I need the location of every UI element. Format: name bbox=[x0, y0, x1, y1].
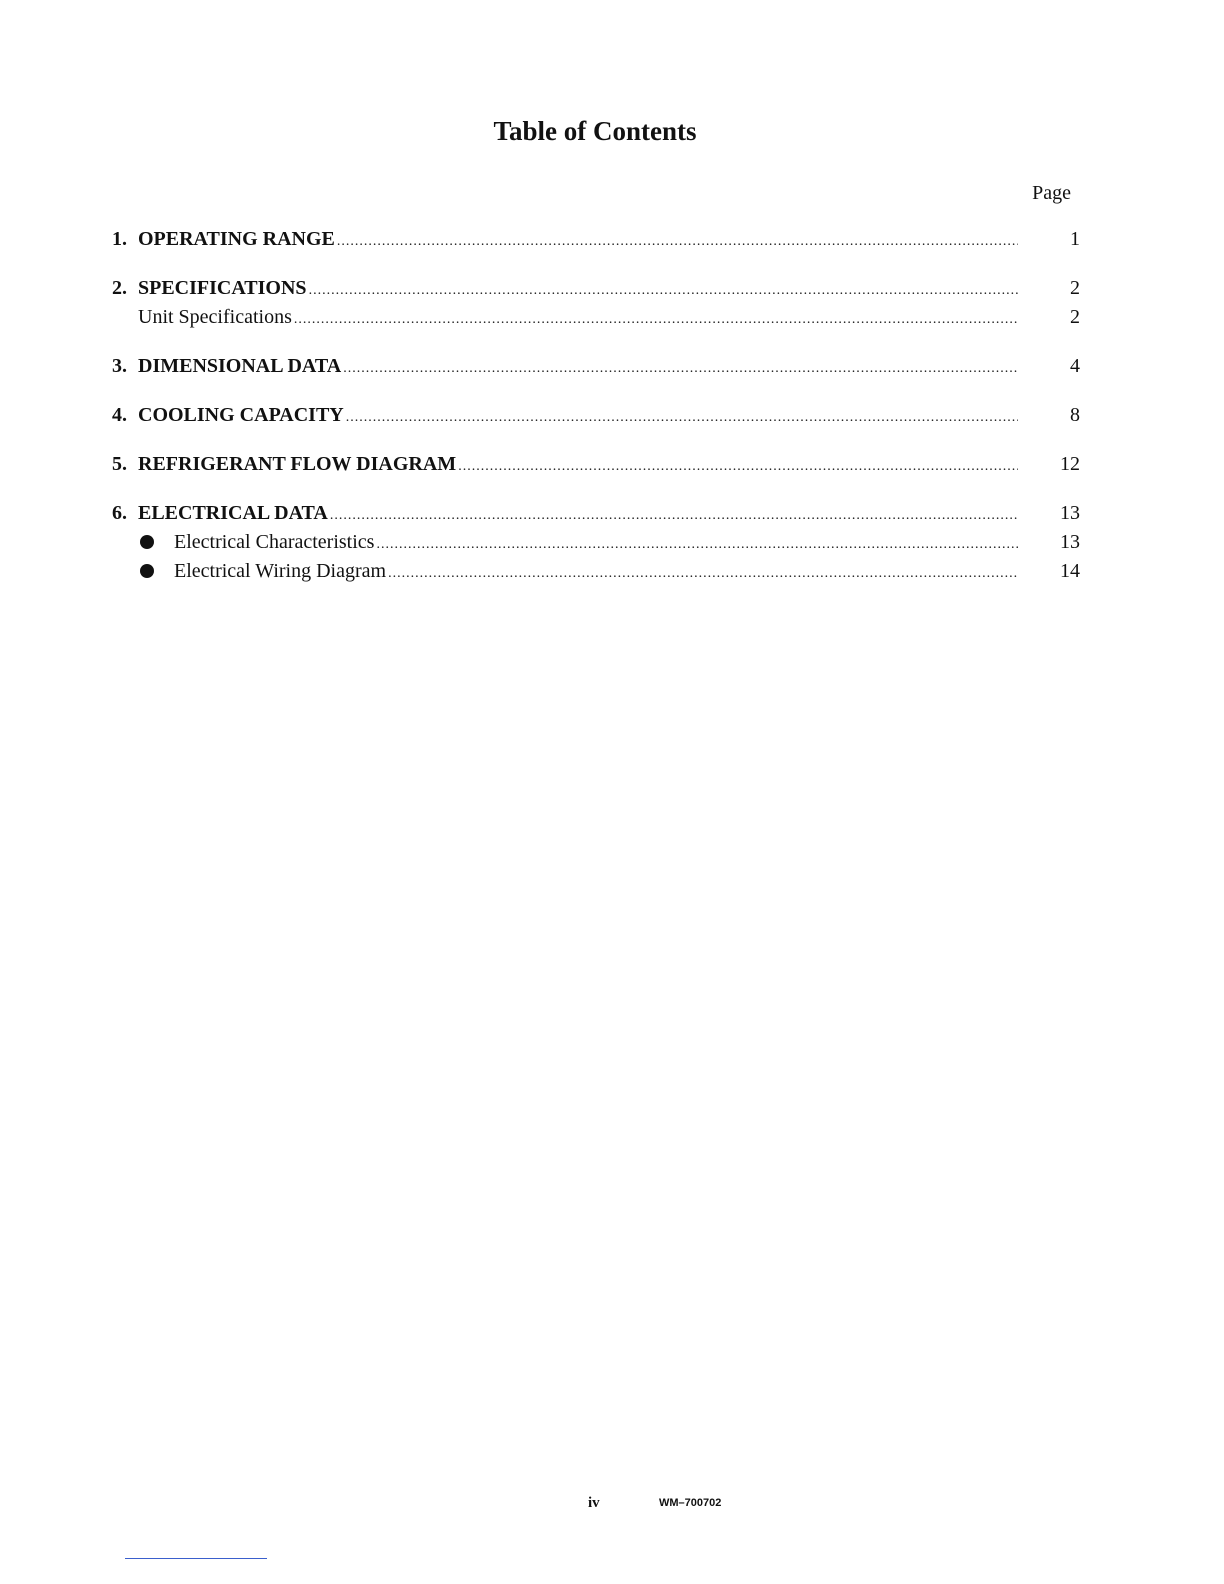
toc-entry-label: OPERATING RANGE bbox=[138, 228, 335, 250]
toc-subentry-label: Electrical Wiring Diagram bbox=[174, 560, 387, 582]
toc-subentry-unit-specifications[interactable] bbox=[112, 306, 1080, 335]
toc-entry-operating-range[interactable] bbox=[112, 228, 1080, 257]
toc-entry-page: 4 bbox=[1070, 355, 1080, 377]
dot-leader bbox=[458, 453, 1018, 476]
toc-subentry-electrical-characteristics[interactable] bbox=[112, 531, 1080, 560]
dot-leader bbox=[330, 502, 1018, 525]
footer-document-code: WM–700702 bbox=[659, 1497, 722, 1509]
toc-entry-label: REFRIGERANT FLOW DIAGRAM bbox=[138, 453, 457, 475]
toc-entry-electrical-data[interactable] bbox=[112, 502, 1080, 531]
dot-leader bbox=[346, 404, 1018, 427]
toc-entry-number: 1. bbox=[112, 228, 127, 250]
dot-leader bbox=[337, 228, 1018, 251]
dot-leader bbox=[376, 531, 1018, 554]
toc-subentry-electrical-wiring-diagram[interactable] bbox=[112, 560, 1080, 589]
toc-entry-label: DIMENSIONAL DATA bbox=[138, 355, 342, 377]
footer-page-number: iv bbox=[588, 1495, 600, 1511]
toc-subentry-page: 2 bbox=[1070, 306, 1080, 328]
toc-subentry-page: 14 bbox=[1060, 560, 1080, 582]
dot-leader bbox=[309, 277, 1018, 300]
toc-entry-label: SPECIFICATIONS bbox=[138, 277, 307, 299]
toc-entry-page: 2 bbox=[1070, 277, 1080, 299]
toc-entry-specifications[interactable] bbox=[112, 277, 1080, 306]
bullet-icon bbox=[138, 563, 174, 577]
toc-entry-number: 3. bbox=[112, 355, 127, 377]
toc-entry-number: 2. bbox=[112, 277, 127, 299]
page-column-header: Page bbox=[1032, 182, 1071, 204]
toc-entry-cooling-capacity[interactable] bbox=[112, 404, 1080, 433]
toc-entry-label: ELECTRICAL DATA bbox=[138, 502, 328, 524]
toc-entry-page: 13 bbox=[1060, 502, 1080, 524]
toc-subentry-label: Electrical Characteristics bbox=[174, 531, 375, 553]
toc-entry-number: 4. bbox=[112, 404, 127, 426]
toc-entry-number: 6. bbox=[112, 502, 127, 524]
table-of-contents bbox=[112, 228, 1080, 589]
document-title: Table of Contents bbox=[493, 116, 697, 146]
toc-subentry-label: Unit Specifications bbox=[138, 306, 292, 328]
toc-entry-page: 8 bbox=[1070, 404, 1080, 426]
bullet-icon bbox=[138, 534, 174, 548]
toc-entry-number: 5. bbox=[112, 453, 127, 475]
toc-entry-page: 1 bbox=[1070, 228, 1080, 250]
bottom-rule bbox=[125, 1558, 267, 1559]
toc-subentry-page: 13 bbox=[1060, 531, 1080, 553]
toc-entry-page: 12 bbox=[1060, 453, 1080, 475]
dot-leader bbox=[343, 355, 1018, 378]
dot-leader bbox=[388, 560, 1018, 583]
toc-entry-dimensional-data[interactable] bbox=[112, 355, 1080, 384]
toc-entry-refrigerant-flow-diagram[interactable] bbox=[112, 453, 1080, 482]
toc-entry-label: COOLING CAPACITY bbox=[138, 404, 344, 426]
dot-leader bbox=[294, 306, 1018, 329]
